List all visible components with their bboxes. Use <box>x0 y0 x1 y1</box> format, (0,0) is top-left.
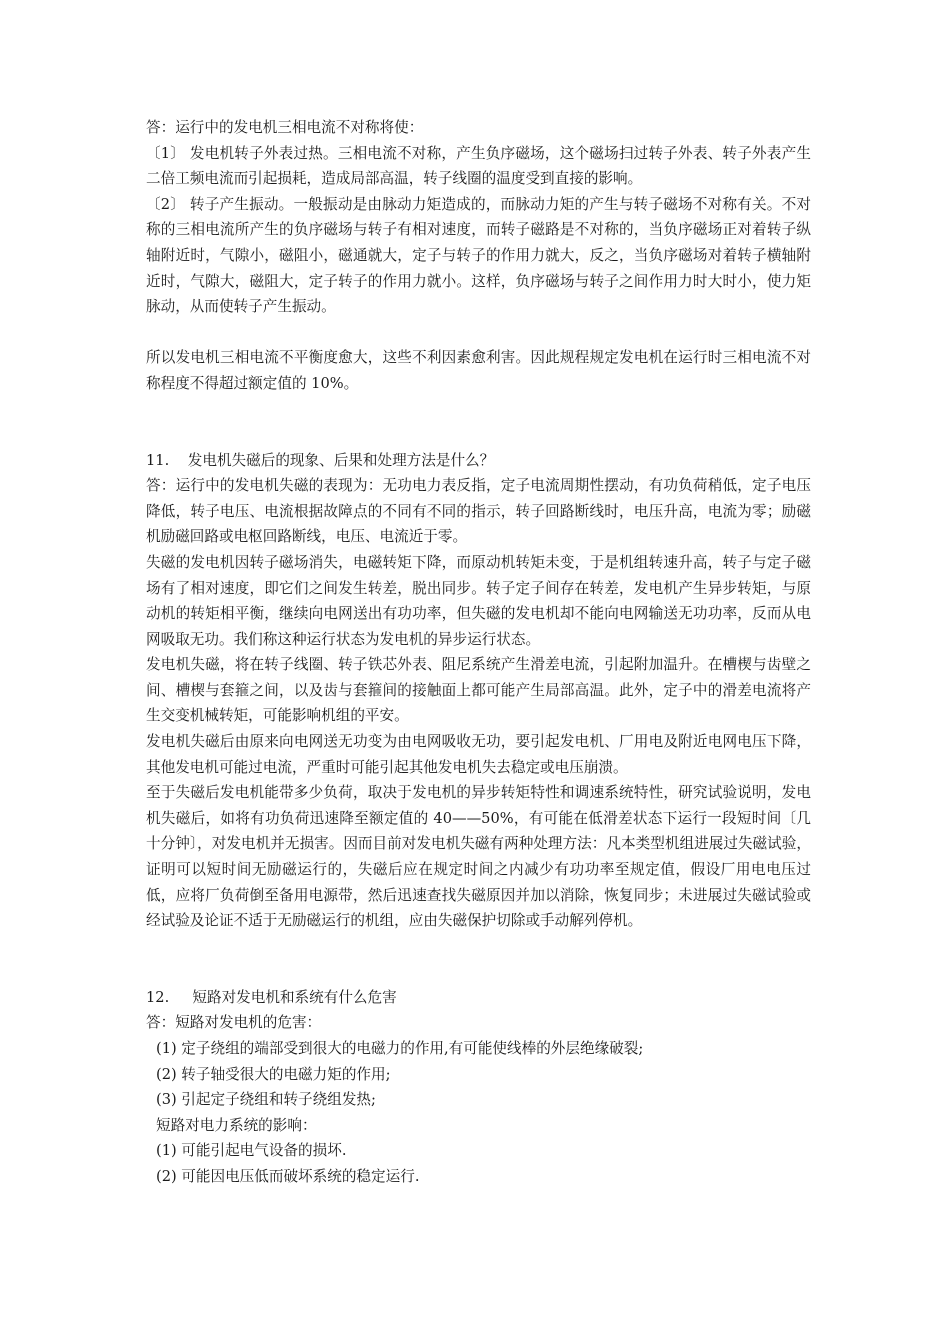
question-11-title: 11. 发电机失磁后的现象、后果和处理方法是什么？ <box>146 451 495 469</box>
answer-intro: 答：运行中的发电机三相电流不对称将使： <box>146 119 424 136</box>
document-page <box>146 115 811 1190</box>
question-11-paragraph-3: 发电机失磁，将在转子线圈、转子铁芯外表、阻尼系统产生滑差电流，引起附加温升。在槽楔与齿壁之间、槽楔与套箍之间，以及齿与套箍间的接触面上都可能产生局部高温。此外，定子中的滑差电流将产生交变机械转矩，可能影响机组的平安。 <box>146 656 811 725</box>
answer-conclusion: 所以发电机三相电流不平衡度愈大，这些不利因素愈利害。因此规程规定发电机在运行时三相电流不对称程度不得超过额定值的 10%。 <box>146 349 811 392</box>
generator-harm-item-3: (3) 引起定子绕组和转子绕组发热; <box>156 1091 376 1109</box>
system-impact-intro: 短路对电力系统的影响： <box>156 1116 317 1134</box>
generator-harm-item-2: (2) 转子轴受很大的电磁力矩的作用; <box>156 1065 391 1083</box>
question-11-paragraph-5: 至于失磁后发电机能带多少负荷，取决于发电机的异步转矩特性和调速系统特性，研究试验说明，发电机失磁后，如将有功负荷迅速降至额定值的 40——50%，有可能在低滑差状态下运行一段短时间〔几十分钟〕，对发电机并无损害。因而目前对发电机失磁有两种处理方法：凡本类型机组进展过失磁试验，证明可以短时间无励磁运行的，失磁后应在规定时间之内减少有功功率至规定值，假设厂用电电压过低，应将厂负荷倒至备用电源带，然后迅速查找失磁原因并加以消除，恢复同步；未进展过失磁试验或经试验及论证不适于无励磁运行的机组，应由失磁保护切除或手动解列停机。 <box>146 784 811 930</box>
question-12-title: 12. 短路对发电机和系统有什么危害 <box>146 988 397 1006</box>
question-12-intro: 答：短路对发电机的危害： <box>146 1014 322 1032</box>
question-11-paragraph-2: 失磁的发电机因转子磁场消失，电磁转矩下降，而原动机转矩未变，于是机组转速升高，转子与定子磁场有了相对速度，即它们之间发生转差，脱出同步。转子定子间存在转差，发电机产生异步转矩，与原动机的转矩相平衡，继续向电网送出有功功率，但失磁的发电机却不能向电网输送无功功率，反而从电网吸取无功。我们称这种运行状态为发电机的异步运行状态。 <box>146 553 811 648</box>
answer-point-1: 〔1〕 发电机转子外表过热。三相电流不对称，产生负序磁场，这个磁场扫过转子外表、转子外表产生二倍工频电流而引起损耗，造成局部高温，转子线圈的温度受到直接的影响。 <box>146 144 811 188</box>
question-11-paragraph-1: 答：运行中的发电机失磁的表现为：无功电力表反指，定子电流周期性摆动，有功负荷稍低，定子电压降低，转子电压、电流根据故障点的不同有不同的指示，转子回路断线时，电压升高，电流为零；励磁机励磁回路或电枢回路断线，电压、电流近于零。 <box>146 477 811 546</box>
system-impact-item-2: (2) 可能因电压低而破坏系统的稳定运行. <box>156 1167 420 1185</box>
generator-harm-item-1: (1) 定子绕组的端部受到很大的电磁力的作用,有可能使线棒的外层绝缘破裂; <box>156 1040 644 1057</box>
answer-point-2: 〔2〕 转子产生振动。一般振动是由脉动力矩造成的，而脉动力矩的产生与转子磁场不对称有关。不对称的三相电流所产生的负序磁场与转子有相对速度，而转子磁路是不对称的，当负序磁场正对着转子纵轴附近时，气隙小，磁阻小，磁通就大，定子与转子的作用力就大，反之，当负序磁场对着转子横轴附近时，气隙大，磁阻大，定子转子的作用力就小。这样，负序磁场与转子之间作用力时大时小，使力矩脉动，从而使转子产生振动。 <box>146 195 811 316</box>
question-11-paragraph-4: 发电机失磁后由原来向电网送无功变为由电网吸收无功，要引起发电机、厂用电及附近电网电压下降，其他发电机可能过电流，严重时可能引起其他发电机失去稳定或电压崩溃。 <box>146 733 811 776</box>
system-impact-item-1: (1) 可能引起电气设备的损坏. <box>156 1142 347 1160</box>
